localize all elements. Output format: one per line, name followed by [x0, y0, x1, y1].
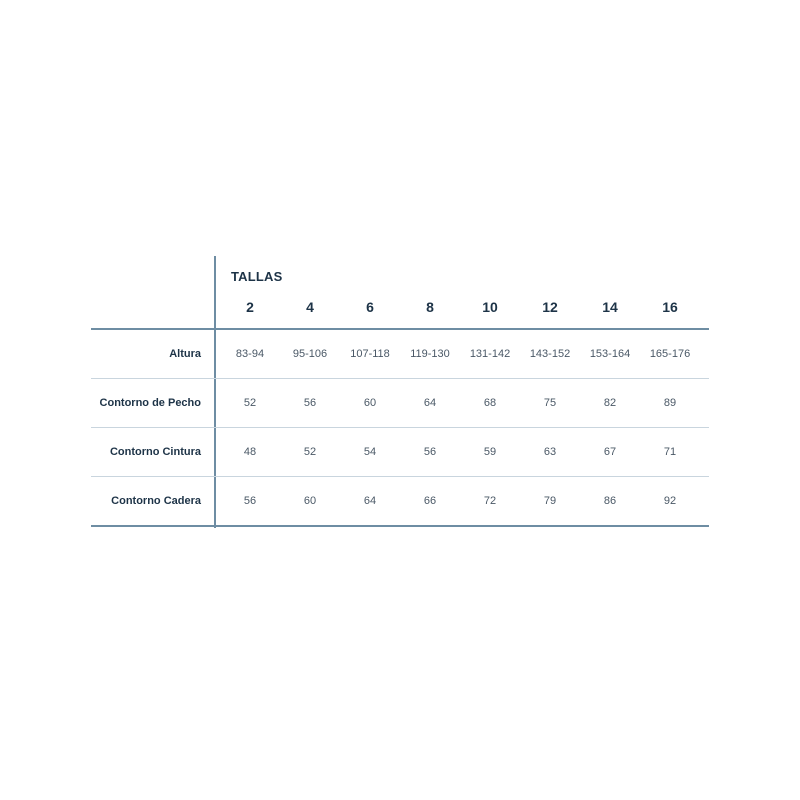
table-row-contorno-cintura [91, 428, 709, 477]
size-header-cell: 4 [306, 299, 314, 315]
table-cell: 64 [423, 397, 437, 409]
table-cell: 60 [363, 397, 377, 409]
table-cell: 119-130 [410, 348, 450, 360]
table-cell: 54 [363, 446, 377, 458]
table-cell: 66 [423, 495, 437, 507]
table-header [91, 256, 709, 328]
table-cell: 143-152 [529, 348, 571, 360]
table-cell: 107-118 [350, 348, 390, 360]
table-row-contorno-cadera [91, 477, 709, 525]
size-header-cell: 6 [366, 299, 374, 315]
table-cell: 64 [363, 495, 377, 507]
size-header-cell: 12 [542, 299, 558, 315]
table-cell: 131-142 [469, 348, 511, 360]
size-header-cell: 14 [602, 299, 618, 315]
table-row-altura [91, 330, 709, 379]
sizes-header-row [220, 299, 700, 315]
size-header-cell: 2 [246, 299, 254, 315]
table-cell: 95-106 [292, 348, 328, 360]
table-cell: 48 [243, 446, 257, 458]
row-label: Contorno Cadera [111, 495, 201, 507]
table-cell: 75 [543, 397, 557, 409]
tallas-title: TALLAS [231, 269, 283, 284]
table-cell: 153-164 [589, 348, 631, 360]
row-label: Contorno Cintura [109, 446, 201, 458]
table-cell: 165-176 [649, 348, 691, 360]
table-cell: 56 [303, 397, 317, 409]
row-label: Altura [169, 348, 201, 360]
size-header-cell: 16 [662, 299, 678, 315]
table-cell: 92 [663, 495, 677, 507]
table-cell: 60 [303, 495, 317, 507]
footer-rule [91, 525, 709, 527]
size-header-cell: 10 [482, 299, 498, 315]
table-cell: 83-94 [235, 348, 265, 360]
row-label: Contorno de Pecho [99, 397, 201, 409]
table-row-contorno-pecho [91, 379, 709, 428]
table-cell: 52 [303, 446, 317, 458]
table-cell: 82 [603, 397, 617, 409]
table-cell: 56 [423, 446, 437, 458]
table-cell: 72 [483, 495, 497, 507]
table-cell: 56 [243, 495, 257, 507]
size-header-cell: 8 [426, 299, 434, 315]
table-cell: 67 [603, 446, 617, 458]
table-cell: 86 [603, 495, 617, 507]
table-cell: 52 [243, 397, 257, 409]
table-cell: 89 [663, 397, 677, 409]
table-cell: 71 [663, 446, 677, 458]
size-chart-table [91, 256, 709, 527]
table-cell: 63 [543, 446, 557, 458]
table-cell: 68 [483, 397, 497, 409]
table-cell: 59 [483, 446, 497, 458]
table-cell: 79 [543, 495, 557, 507]
